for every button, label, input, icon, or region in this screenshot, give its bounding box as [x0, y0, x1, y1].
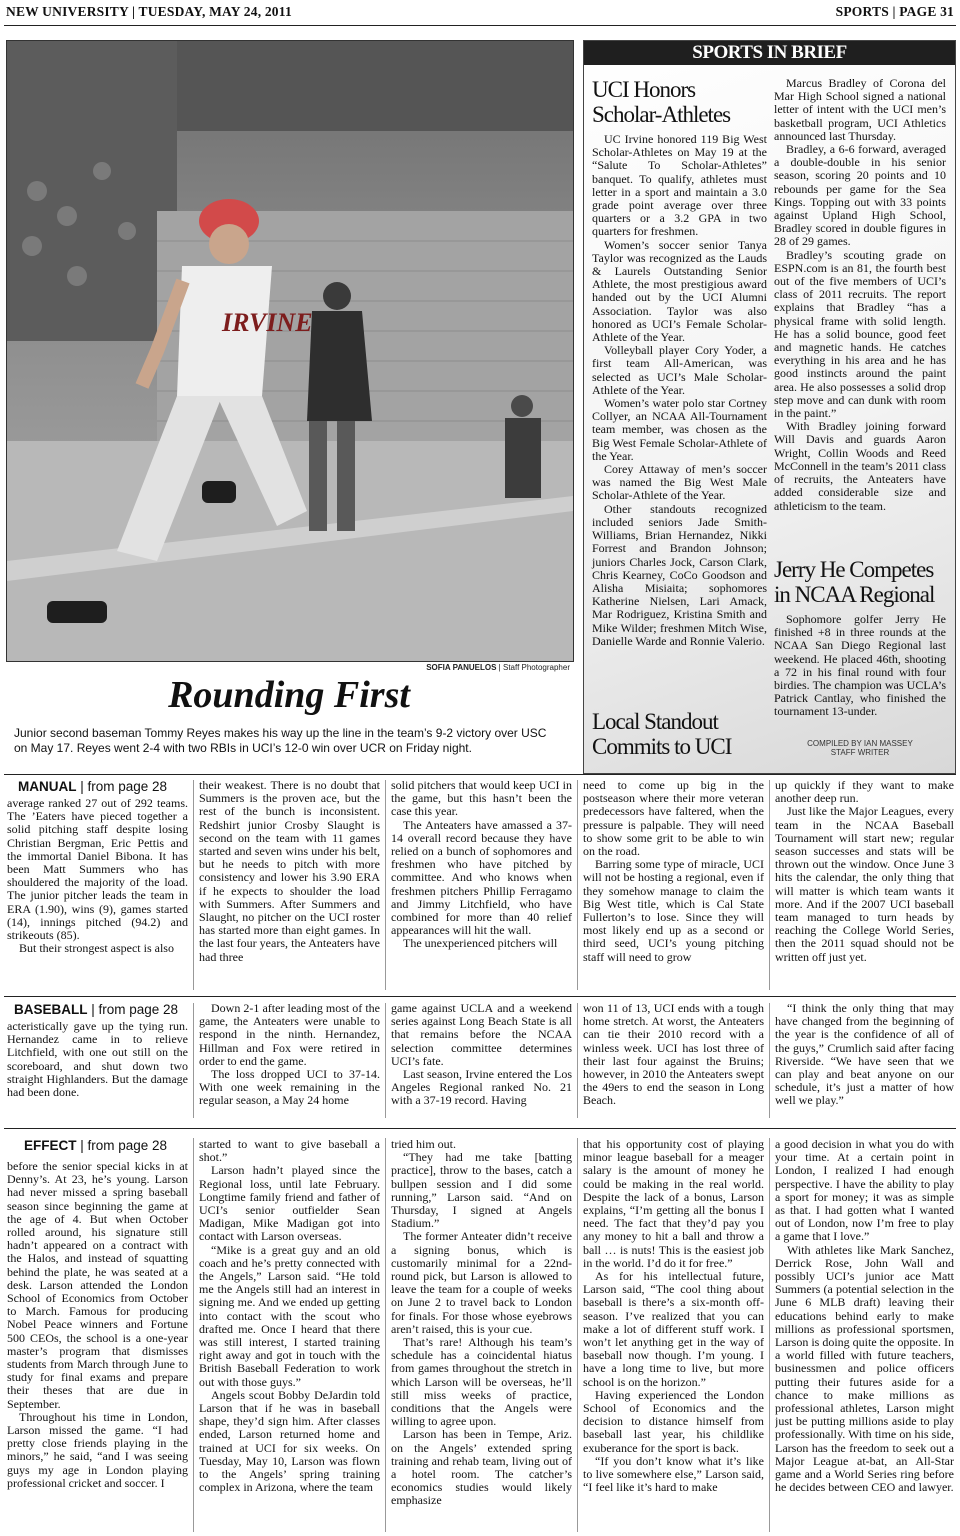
brief-story-jerry-he-wrap	[774, 557, 946, 719]
brief-headline-jerry-he: Jerry He Competes in NCAA Regional	[774, 557, 935, 607]
article-paragraph: before the senior special kicks in at Denny’s. At 23, he’s young. Larson had never missed a spring baseball season since beginning the game at the age of 4. But when October rolled around, his signature still hadn’t appeared on a contract with the Halos, and instead of squatting behind the plate, he was seated at a desk. Larson attended the London School of Economics from October to March. Famous for producing Nobel Peace winners and Fortune 500 CEOs, the school is a one-year master’s program that dismisses students from March through June to study for final exams and prepare their theses that are due in September.	[7, 1160, 188, 1411]
manual-jump-label: MANUAL | from page 28	[18, 779, 168, 794]
article-paragraph: up quickly if they want to make another deep run.	[775, 779, 954, 806]
brief-col-left	[592, 77, 767, 648]
article-paragraph: Having experienced the London School of Economics and the decision to distance himself from baseball last year, his childlike exuberance for the sport is back.	[583, 1387, 764, 1455]
column-divider	[193, 1003, 194, 1118]
article-paragraph: Larson has been in Tempe, Ariz. on the Angels’ extended spring training and rehab team, living out of a hotel room. The catcher’s economics studies would likely emphasize	[391, 1427, 572, 1508]
manual-column-5	[775, 779, 954, 991]
article-paragraph: Larson hadn’t played since the Regional loss, until late February. Longtime family friend and father of UCI’s senior outfielder Sean Madigan, Mike Madigan got into contact with Larson overseas.	[199, 1163, 380, 1244]
baseball-section-rule	[4, 996, 956, 997]
brief-paragraph: Women’s soccer senior Tanya Taylor was recognized as the Lauds & Laurels Outstanding Senior Athlete, the most prestigious award handed out by the UCI Alumni Association. Taylor was also honored as UCI’s Female Scholar-Athlete of the Year.	[592, 237, 767, 345]
article-paragraph: a good decision in what you do with your time. At a certain point in London, I realized I had enough perspective. I have the ability to play a sport for money; it was as simple as that. I had gotten what I wanted out of London, now I’m free to play a game that I love.”	[775, 1138, 954, 1244]
brief-paragraph: With Bradley joining forward Will Davis and guards Aaron Wright, Collin Woods and Reed McConnell in the team’s 2011 class of recruits, the Anteaters have added considerable size and athleticism to the team.	[774, 419, 946, 513]
article-paragraph: With athletes like Mark Sanchez, Derrick Rose, John Wall and possibly UCI’s junior ace Matt Summers (a potential selection in the June 6 MLB draft) leaving their educations behind early to make millions as professional sportsmen, Larson is doing quite the opposite. In a world filled with future teachers, businessmen and police officers putting their futures aside for a chance to make millions as professional athletes, Larson might just be putting millions aside to play professionally. With time on his side, Larson has the freedom to seek out a Major League at-bat, an All-Star game and a World Series ring before he decides between CEO and lawyer.	[775, 1242, 954, 1495]
photo-credit-name: SOFIA PANUELOS	[426, 663, 497, 672]
article-paragraph: The former Anteater didn’t receive a signing bonus, which is customarily minimal for a 22nd-round pick, but Larson is allowed to leave the team for a couple of weeks on June 2 to travel back to London for finals. For those whose eyebrows aren’t raised, this is your cue.	[391, 1229, 572, 1336]
manual-column-1	[7, 797, 188, 991]
column-divider	[769, 780, 770, 990]
page-header-left: NEW UNIVERSITY | TUESDAY, MAY 24, 2011	[6, 4, 292, 19]
column-divider	[769, 1138, 770, 1532]
effect-label: EFFECT	[24, 1138, 77, 1153]
article-paragraph: “Mike is a great guy and an old coach and he’s pretty connected with the Angels,” Larson said. “He told me the Angels still had an interest in signing me. And we ended up getting into contact with the scout who drafted me. Once I heard that there was still interest, I started training right away and got in touch with the British Baseball Federation to work out with those guys.”	[199, 1242, 380, 1389]
brief-story-scholar-athletes	[592, 133, 767, 648]
effect-column-2	[199, 1138, 380, 1534]
brief-compiled-by: COMPILED BY IAN MASSEY	[807, 739, 913, 748]
jersey-text: IRVINE	[222, 308, 313, 337]
baseball-column-2	[199, 1002, 380, 1120]
brief-paragraph: Sophomore golfer Jerry He finished +8 in three rounds at the NCAA San Diego Regional last weekend. He placed 46th, shooting a 72 in his final round with four birdies. The champion was UCLA’s Patrick Cantlay, who finished the tournament 13-under.	[774, 612, 946, 719]
article-paragraph: The unexperienced pitchers will	[403, 936, 558, 951]
article-paragraph: Angels scout Bobby DeJardin told Larson that if he was in baseball shape, they’d sign him. After classes ended, Larson returned home and trained at UCI for six weeks. On Tuesday, May 10, Larson was flown to the Angels’ spring training complex in Arizona, where the team	[199, 1387, 380, 1495]
article-paragraph: acteristically gave up the tying run. Hernandez came in to relieve Litchfield, with one out still on the scoreboard, and shut down two straight Highlanders. But the damage had been done.	[7, 1020, 188, 1100]
manual-column-2	[199, 779, 380, 991]
baseball-column-4	[583, 1002, 764, 1120]
brief-paragraph: Bradley, a 6-6 forward, averaged a double-double in his senior season, scoring 20 points and 10 rebounds per game for the Sea Kings. Topping out with 33 points against Upland High School, Bradley scored in double figures in 28 of 29 games.	[774, 142, 946, 249]
brief-headline-local-standout: Local Standout Commits to UCI	[592, 709, 732, 759]
brief-paragraph: Bradley’s scouting grade on ESPN.com is an 81, the fourth best out of the five members of UCI’s class of 2011 recruits. The report explains that Bradley “has a physical frame with solid length. He has a solid bounce, good feet and magnetic hands. He catches everything in his area and he has good instincts around the paint area. He also possesses a solid drop step move and can dunk with room in the paint.”	[774, 247, 946, 421]
header-rule	[4, 25, 956, 26]
effect-section-rule	[4, 1128, 956, 1129]
brief-paragraph: Women’s water polo star Cortney Collyer, an NCAA All-Tournament team member, was chosen as the Big West Female Scholar-Athlete of the Year.	[592, 396, 767, 463]
manual-from-page: from page 28	[87, 779, 168, 794]
manual-label: MANUAL	[18, 779, 77, 794]
brief-story-local-standout	[774, 77, 946, 513]
column-divider	[193, 1138, 194, 1532]
effect-jump-label: EFFECT | from page 28	[24, 1138, 168, 1153]
article-paragraph: that his opportunity cost of playing minor league baseball for a meager salary is the amount of money he could be making in the real world. Despite the lack of a bonus, Larson explains, “I’m getting all the bonus I need. The fact that they’d pay you any money to hit a ball and throw a ball … is nuts! This is the easiest job in the world. I’d do it for free.”	[583, 1138, 764, 1270]
article-paragraph: average ranked 27 out of 292 teams. The ’Eaters have pieced together a solid pitching staff despite losing Christian Bergman, Eric Pettis and the immortal Daniel Bibona. It has been Matt Summers who has shouldered the majority of the load. The junior pitcher leads the team in ERA (1.90), wins (9), games started (14), innings pitched (94.2) and strikeouts (85).	[7, 797, 188, 943]
article-paragraph: As for his intellectual future, Larson said, “The cool thing about baseball is there’s a six-month off-season. I’ve realized that you can make a lot of different stuff work. I won’t let anything get in the way of baseball now though. I’m young. I have a long time to live, but more school is on the horizon.”	[583, 1269, 764, 1389]
article-paragraph: Just like the Major Leagues, every team in the NCAA Baseball Tournament will start new; regular season successes and stats will be thrown out the window. Once June 3 hits the calendar, the only thing that will matter is which team wants it more. And if the 2007 UCI baseball team managed to turn heads by reaching the College World Series, then the 2011 squad should not be written off just yet.	[775, 804, 954, 964]
page-header-right: SPORTS | PAGE 31	[835, 4, 954, 19]
article-paragraph: Last season, Irvine entered the Los Angeles Regional ranked No. 21 with a 37-19 record. Having	[391, 1067, 572, 1108]
manual-column-3	[391, 779, 572, 991]
brief-byline	[774, 739, 946, 757]
article-paragraph: tried him out.	[391, 1138, 456, 1151]
baseball-column-1	[7, 1020, 188, 1120]
article-paragraph: But their strongest aspect is also	[19, 941, 174, 956]
baseball-column-3	[391, 1002, 572, 1120]
photo-credit	[426, 663, 570, 672]
article-paragraph: need to come up big in the postseason where their more veteran predecessors have faltered, when the pressure is palpable. They will need to show some grit to be able to win on the road.	[583, 779, 764, 859]
article-paragraph: started to want to give baseball a shot.”	[199, 1138, 380, 1165]
article-paragraph: “I think the only thing that may have changed from the beginning of the year is the confidence of all of the guys,” Crumlich said after facing Riverside. “We have seen that we can play and beat anyone on our schedule, it’s just a matter of how well we play.”	[775, 1002, 954, 1108]
baseball-photo	[6, 40, 574, 662]
effect-column-4	[583, 1138, 764, 1534]
column-divider	[385, 1003, 386, 1118]
sports-in-brief-box	[583, 40, 956, 774]
article-paragraph: game against UCLA and a weekend series against Long Beach State is all that remains before the NCAA selection committee determines UCI’s fate.	[391, 1002, 572, 1068]
baseball-from-page: from page 28	[98, 1002, 179, 1017]
article-paragraph: won 11 of 13, UCI ends with a tough home stretch. At worst, the Anteaters can tie their 2010 record with a winless week. UCI has lost three of their last four against the Bruins; however, in 2010 the Anteaters swept the 49ers to end the season in Long Beach.	[583, 1002, 764, 1108]
column-divider	[385, 780, 386, 990]
article-paragraph: The Anteaters have amassed a 37-14 overall record because they have relied on a bunch of sophomores and freshmen who have pitched by committee. And who knows when freshmen pitchers Phillip Ferragamo and Jimmy Litchfield, who have combined for more than 40 relief appearances will hit the wall.	[391, 817, 572, 938]
manual-section-rule	[4, 774, 956, 775]
brief-paragraph: Corey Attaway of men’s soccer was named the Big West Male Scholar-Athlete of the Year.	[592, 462, 767, 503]
brief-compiled-role: STAFF WRITER	[830, 748, 890, 757]
photo-credit-role: | Staff Photographer	[496, 663, 570, 672]
column-divider	[577, 1138, 578, 1532]
brief-headline-scholar-athletes: UCI Honors Scholar-Athletes	[592, 77, 731, 127]
article-paragraph: “If you don’t know what it’s like to live somewhere else,” Larson said, “I feel like it’s hard to make	[583, 1453, 764, 1495]
column-divider	[193, 780, 194, 990]
effect-column-5	[775, 1138, 954, 1534]
brief-story-jerry-he	[774, 613, 946, 719]
brief-col-right	[774, 77, 946, 513]
article-paragraph: That’s rare! Although his team’s schedule has a coincidental hiatus from games throughout the stretch in which Larson will be overseas, he’ll still miss weeks of practice, conditions that the Angels were willing to agree upon.	[391, 1335, 572, 1429]
brief-paragraph: Volleyball player Cory Yoder, a first team All-American, was selected as UCI’s Male Scholar-Athlete of the Year.	[592, 343, 767, 397]
photo-caption: Junior second baseman Tommy Reyes makes his way up the line in the team’s 9-2 victory over USC on May 17. Reyes went 2-4 with two RBIs in UCI’s 12-0 win over UCR on Friday night.	[14, 726, 547, 755]
baseball-column-5	[775, 1002, 954, 1120]
article-paragraph: their weakest. There is no doubt that Summers is the proven ace, but the rest of the bunch is inconsistent. Redshirt junior Crosby Slaught is second on the team with 11 games started and seven wins under his belt, but he needs to pitch with more consistency and lower his 3.90 ERA if he expects to shoulder the load with Summers. After Summers and Slaught, no pitcher on the UCI roster has started more than eight games. In the last four years, the Anteaters have had three	[199, 779, 380, 964]
article-paragraph: Throughout his time in London, Larson missed the game. “I had pretty close friends playing in the minors,” he said, “and I was seeing guys my age in London playing professional cricket and soccer. I	[7, 1409, 188, 1490]
manual-column-4	[583, 779, 764, 991]
effect-from-page: from page 28	[87, 1138, 168, 1153]
article-paragraph: “They had me take [batting practice], throw to the bases, catch a bullpen session and I did some running,” Larson said. “And on Thursday, I signed at Angels Stadium.”	[391, 1150, 572, 1231]
column-divider	[577, 1003, 578, 1118]
sports-in-brief-title: SPORTS IN BRIEF	[584, 41, 955, 65]
article-paragraph: solid pitchers that would keep UCI in the game, but this hasn’t been the case this year.	[391, 779, 572, 819]
brief-paragraph: UC Irvine honored 119 Big West Scholar-Athletes on May 19 at the “Salute To Scholar-Athletes” banquet. To qualify, athletes must letter in a sport and maintain a 3.0 grade point average over three quarters or a 3.2 GPA in two quarters for freshmen.	[592, 132, 767, 239]
article-paragraph: The loss dropped UCI to 37-14. With one week remaining in the regular season, a May 24 home	[199, 1067, 380, 1108]
column-divider	[577, 780, 578, 990]
effect-column-1	[7, 1160, 188, 1534]
baseball-jump-label: BASEBALL | from page 28	[14, 1002, 179, 1017]
effect-column-3	[391, 1138, 572, 1534]
baseball-label: BASEBALL	[14, 1002, 88, 1017]
article-paragraph: Down 2-1 after leading most of the game, the Anteaters were unable to respond in the ninth. Hernandez, Hillman and Fox were retired in order to end the game.	[199, 1002, 380, 1068]
column-divider	[769, 1003, 770, 1118]
photo-illustration	[7, 41, 573, 661]
brief-paragraph: Other standouts recognized included seniors Jade Smith-Williams, Brian Hernandez, Nikki Forrest and Brandon Johnson; juniors Charles Jock, Carson Clark, Chris Kearney, CoCo Goodson and Alisha Misiaita; sophomores Katherine Nielsen, Lari Amack, Mar Rodriguez, Kristina Smith and Mike Wilder; freshmen Mitch Wise, Danielle Warde and Ronnie Valerio.	[592, 501, 767, 648]
photo-headline: Rounding First	[168, 674, 410, 716]
column-divider	[385, 1138, 386, 1532]
article-paragraph: Barring some type of miracle, UCI will not be hosting a regional, even if they somehow manage to claim the Big West title, which is Cal State Fullerton’s to lose. Since they will most likely end up as a second or third seed, UCI’s young pitching staff will need to grow	[583, 857, 764, 964]
brief-paragraph: Marcus Bradley of Corona del Mar High School signed a national letter of intent with the UCI men’s basketball program, UCI Athletics announced last Thursday.	[774, 76, 946, 143]
